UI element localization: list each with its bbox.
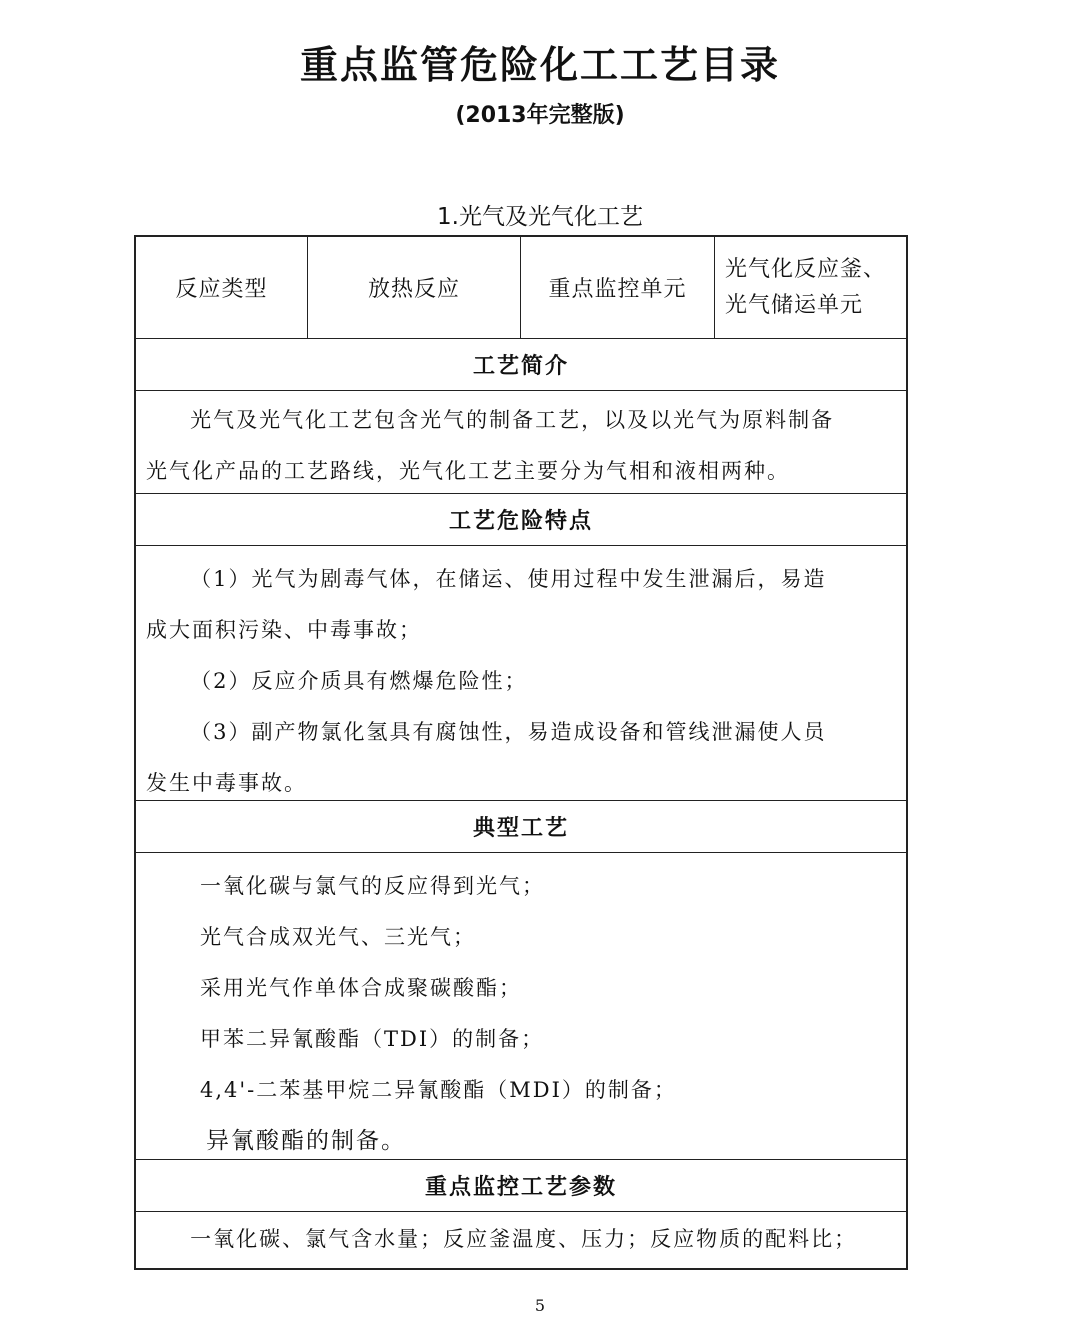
document-title: 重点监管危险化工工艺目录 [299,43,780,87]
intro-line1: 光气及光气化工艺包含光气的制备工艺，以及以光气为原料制备 [190,408,835,432]
hazard-item1-line1: （1）光气为剧毒气体，在储运、使用过程中发生泄漏后，易造 [190,567,827,591]
typical-heading: 典型工艺 [136,801,906,853]
hazard-item3-line1: （3）副产物氯化氢具有腐蚀性，易造成设备和管线泄漏使人员 [190,720,827,744]
meta-row [136,237,906,339]
hazards-heading: 工艺危险特点 [136,494,906,546]
process-table [134,235,908,1270]
hazard-item2: （2）反应介质具有燃爆危险性； [190,669,528,693]
reaction-type-label: 反应类型 [136,237,308,338]
typical-item: 4,4'-二苯基甲烷二异氰酸酯（MDI）的制备； [200,1078,677,1102]
document-subtitle: (2013年完整版) [455,103,625,128]
page-number: 5 [534,1296,546,1315]
params-heading: 重点监控工艺参数 [136,1160,906,1212]
typical-item: 一氧化碳与氯气的反应得到光气； [200,874,545,898]
monitor-unit-value [715,237,906,338]
typical-item: 采用光气作单体合成聚碳酸酯； [200,976,522,1000]
typical-body [136,853,906,1160]
intro-heading: 工艺简介 [136,339,906,391]
monitor-unit-label: 重点监控单元 [521,237,715,338]
typical-item: 光气合成双光气、三光气； [200,925,476,949]
intro-body [136,391,906,494]
typical-item: 异氰酸酯的制备。 [206,1128,406,1154]
params-body [136,1212,906,1268]
reaction-type-value: 放热反应 [308,237,521,338]
section-heading: 1.光气及光气化工艺 [437,204,643,230]
monitor-unit-value-line2: 光气储运单元 [725,292,864,318]
hazard-item3-line2: 发生中毒事故。 [146,771,307,795]
params-line1: 一氧化碳、氯气含水量；反应釜温度、压力；反应物质的配料比； [190,1227,858,1251]
monitor-unit-value-line1: 光气化反应釜、 [725,256,887,282]
hazard-item1-line2: 成大面积污染、中毒事故； [146,618,422,642]
intro-line2: 光气化产品的工艺路线，光气化工艺主要分为气相和液相两种。 [146,459,790,483]
typical-item: 甲苯二异氰酸酯（TDI）的制备； [200,1027,545,1051]
hazards-body [136,546,906,801]
